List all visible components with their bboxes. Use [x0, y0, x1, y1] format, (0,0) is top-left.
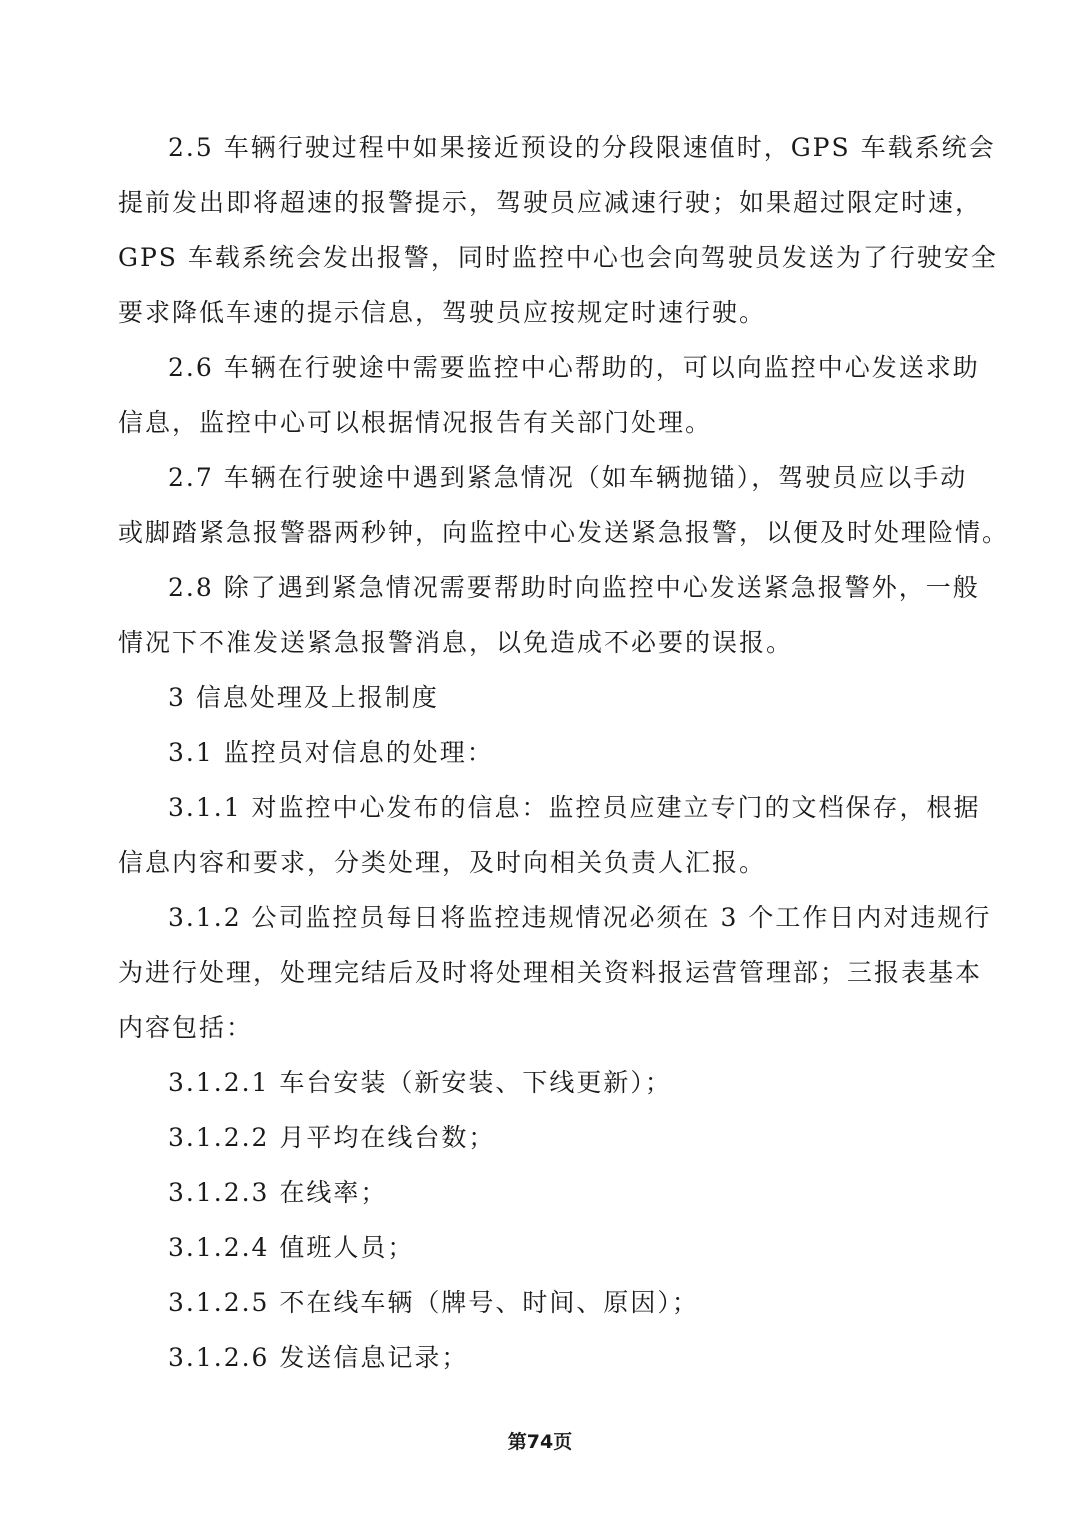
list-item-3-1-2-6: 3.1.2.6 发送信息记录；	[168, 1343, 469, 1372]
section-3-heading: 3 信息处理及上报制度	[168, 683, 439, 712]
list-item-3-1-2-3: 3.1.2.3 在线率；	[168, 1178, 388, 1207]
paragraph-2-7-line-2: 或脚踏紧急报警器两秒钟，向监控中心发送紧急报警，以便及时处理险情。	[118, 518, 1010, 547]
paragraph-3-1-2-line-1: 3.1.2 公司监控员每日将监控违规情况必须在 3 个工作日内对违规行	[168, 903, 992, 932]
section-3-1-heading: 3.1 监控员对信息的处理：	[168, 738, 494, 767]
list-item-3-1-2-4: 3.1.2.4 值班人员；	[168, 1233, 415, 1262]
paragraph-2-5-line-4: 要求降低车速的提示信息，驾驶员应按规定时速行驶。	[118, 298, 767, 327]
paragraph-2-8-line-2: 情况下不准发送紧急报警消息，以免造成不必要的误报。	[118, 628, 794, 657]
paragraph-2-7-line-1: 2.7 车辆在行驶途中遇到紧急情况（如车辆抛锚），驾驶员应以手动	[168, 463, 968, 492]
paragraph-3-1-2-line-2: 为进行处理，处理完结后及时将处理相关资料报运营管理部；三报表基本	[118, 958, 983, 987]
paragraph-3-1-2-line-3: 内容包括：	[118, 1013, 254, 1042]
paragraph-2-5-line-1: 2.5 车辆行驶过程中如果接近预设的分段限速值时，GPS 车载系统会	[168, 133, 996, 162]
list-item-3-1-2-2: 3.1.2.2 月平均在线台数；	[168, 1123, 496, 1152]
page-number: 第74页	[507, 1431, 573, 1453]
paragraph-2-6-line-1: 2.6 车辆在行驶途中需要监控中心帮助的，可以向监控中心发送求助	[168, 353, 980, 382]
paragraph-2-6-line-2: 信息，监控中心可以根据情况报告有关部门处理。	[118, 408, 713, 437]
list-item-3-1-2-1: 3.1.2.1 车台安装（新安装、下线更新）；	[168, 1068, 672, 1097]
paragraph-2-8-line-1: 2.8 除了遇到紧急情况需要帮助时向监控中心发送紧急报警外，一般	[168, 573, 980, 602]
paragraph-2-5-line-2: 提前发出即将超速的报警提示，驾驶员应减速行驶；如果超过限定时速，	[118, 188, 983, 217]
paragraph-3-1-1-line-2: 信息内容和要求，分类处理，及时向相关负责人汇报。	[118, 848, 767, 877]
paragraph-3-1-1-line-1: 3.1.1 对监控中心发布的信息：监控员应建立专门的文档保存，根据	[168, 793, 981, 822]
list-item-3-1-2-5: 3.1.2.5 不在线车辆（牌号、时间、原因）；	[168, 1288, 699, 1317]
paragraph-2-5-line-3: GPS 车载系统会发出报警，同时监控中心也会向驾驶员发送为了行驶安全	[118, 243, 998, 272]
